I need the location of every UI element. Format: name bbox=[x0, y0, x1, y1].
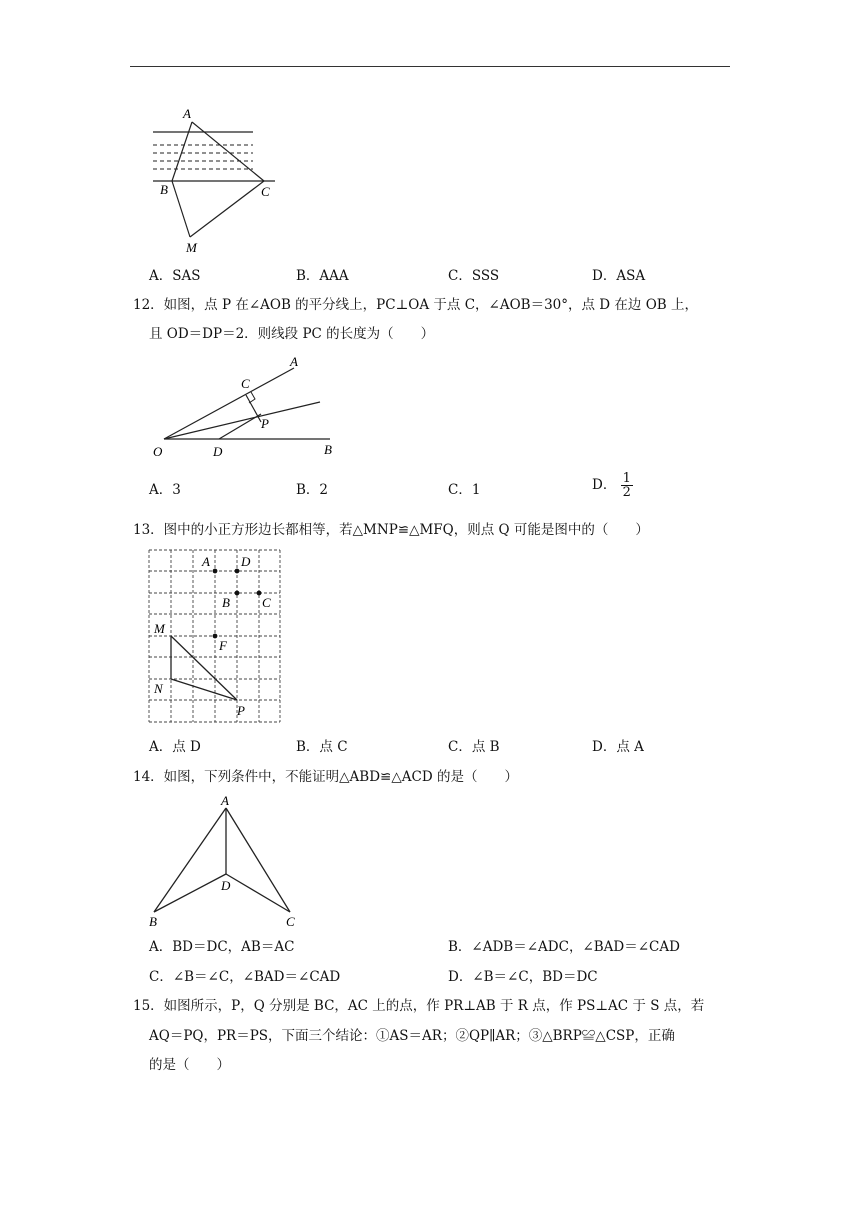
q11-label-a: A bbox=[183, 106, 191, 121]
q12-text-line1: 12．如图，点 P 在∠AOB 的平分线上，PC⊥OA 于点 C，∠AOB＝30°，点 D 在边 OB 上， bbox=[133, 297, 698, 313]
q12-option-d-prefix: D． bbox=[592, 477, 617, 493]
q13-option-c: C．点 B bbox=[448, 739, 500, 755]
q14-figure bbox=[145, 792, 305, 930]
q13-label-p: P bbox=[237, 703, 245, 718]
q11-option-a: A．SAS bbox=[149, 268, 201, 284]
q12-option-d bbox=[592, 472, 633, 499]
q14-label-a: A bbox=[221, 793, 229, 808]
q12-text-line2: 且 OD＝DP＝2．则线段 PC 的长度为（ ） bbox=[149, 326, 435, 342]
q13-label-a: A bbox=[202, 554, 210, 569]
q13-label-d: D bbox=[241, 554, 251, 569]
q14-label-c: C bbox=[286, 914, 295, 929]
q13-label-n: N bbox=[154, 681, 163, 696]
q13-label-f: F bbox=[219, 638, 227, 653]
q12-label-a: A bbox=[290, 354, 298, 369]
q12-label-o: O bbox=[153, 444, 163, 459]
q11-figure bbox=[145, 100, 285, 258]
q12-label-b: B bbox=[324, 442, 332, 457]
q13-text-line1: 13．图中的小正方形边长都相等，若△MNP≌△MFQ，则点 Q 可能是图中的（ ） bbox=[133, 522, 649, 538]
q11-option-d: D．ASA bbox=[592, 268, 646, 284]
q11-label-c: C bbox=[261, 184, 270, 199]
q12-option-d-fraction bbox=[621, 472, 633, 499]
q14-label-d: D bbox=[221, 878, 231, 893]
q13-label-m: M bbox=[154, 621, 165, 636]
q12-label-c: C bbox=[241, 376, 250, 391]
q13-option-b: B．点 C bbox=[296, 739, 348, 755]
q13-label-b: B bbox=[222, 595, 230, 610]
q14-label-b: B bbox=[149, 914, 157, 929]
q14-text-line1: 14．如图，下列条件中，不能证明△ABD≌△ACD 的是（ ） bbox=[133, 769, 518, 785]
q12-label-p: P bbox=[261, 416, 269, 431]
q13-label-c: C bbox=[262, 595, 271, 610]
q13-option-d: D．点 A bbox=[592, 739, 644, 755]
q13-figure bbox=[145, 545, 285, 727]
q11-option-c: C．SSS bbox=[448, 268, 500, 284]
q14-option-a: A．BD＝DC，AB＝AC bbox=[149, 939, 295, 955]
q12-option-c: C．1 bbox=[448, 482, 481, 498]
q15-text-line3: 的是（ ） bbox=[149, 1057, 230, 1073]
q12-option-b: B．2 bbox=[296, 482, 329, 498]
q14-option-c: C．∠B＝∠C，∠BAD＝∠CAD bbox=[149, 969, 341, 985]
q12-label-d: D bbox=[213, 444, 223, 459]
fraction-denominator: 2 bbox=[622, 485, 631, 500]
q14-option-b: B．∠ADB＝∠ADC，∠BAD＝∠CAD bbox=[448, 939, 680, 955]
fraction-numerator: 1 bbox=[622, 471, 631, 486]
q13-option-a: A．点 D bbox=[149, 739, 201, 755]
q12-option-a: A．3 bbox=[149, 482, 181, 498]
q14-option-d: D．∠B＝∠C，BD＝DC bbox=[448, 969, 598, 985]
header-rule bbox=[130, 66, 730, 67]
q15-text-line1: 15．如图所示，P，Q 分别是 BC，AC 上的点，作 PR⊥AB 于 R 点，作 PS⊥AC 于 S 点，若 bbox=[133, 998, 705, 1014]
q11-label-b: B bbox=[160, 182, 168, 197]
q11-option-b: B．AAA bbox=[296, 268, 349, 284]
q12-figure bbox=[148, 352, 348, 464]
q11-label-m: M bbox=[186, 240, 197, 255]
q15-text-line2: AQ＝PQ，PR＝PS，下面三个结论：①AS＝AR；②QP∥AR；③△BRP≌△CSP，正确 bbox=[149, 1028, 675, 1044]
